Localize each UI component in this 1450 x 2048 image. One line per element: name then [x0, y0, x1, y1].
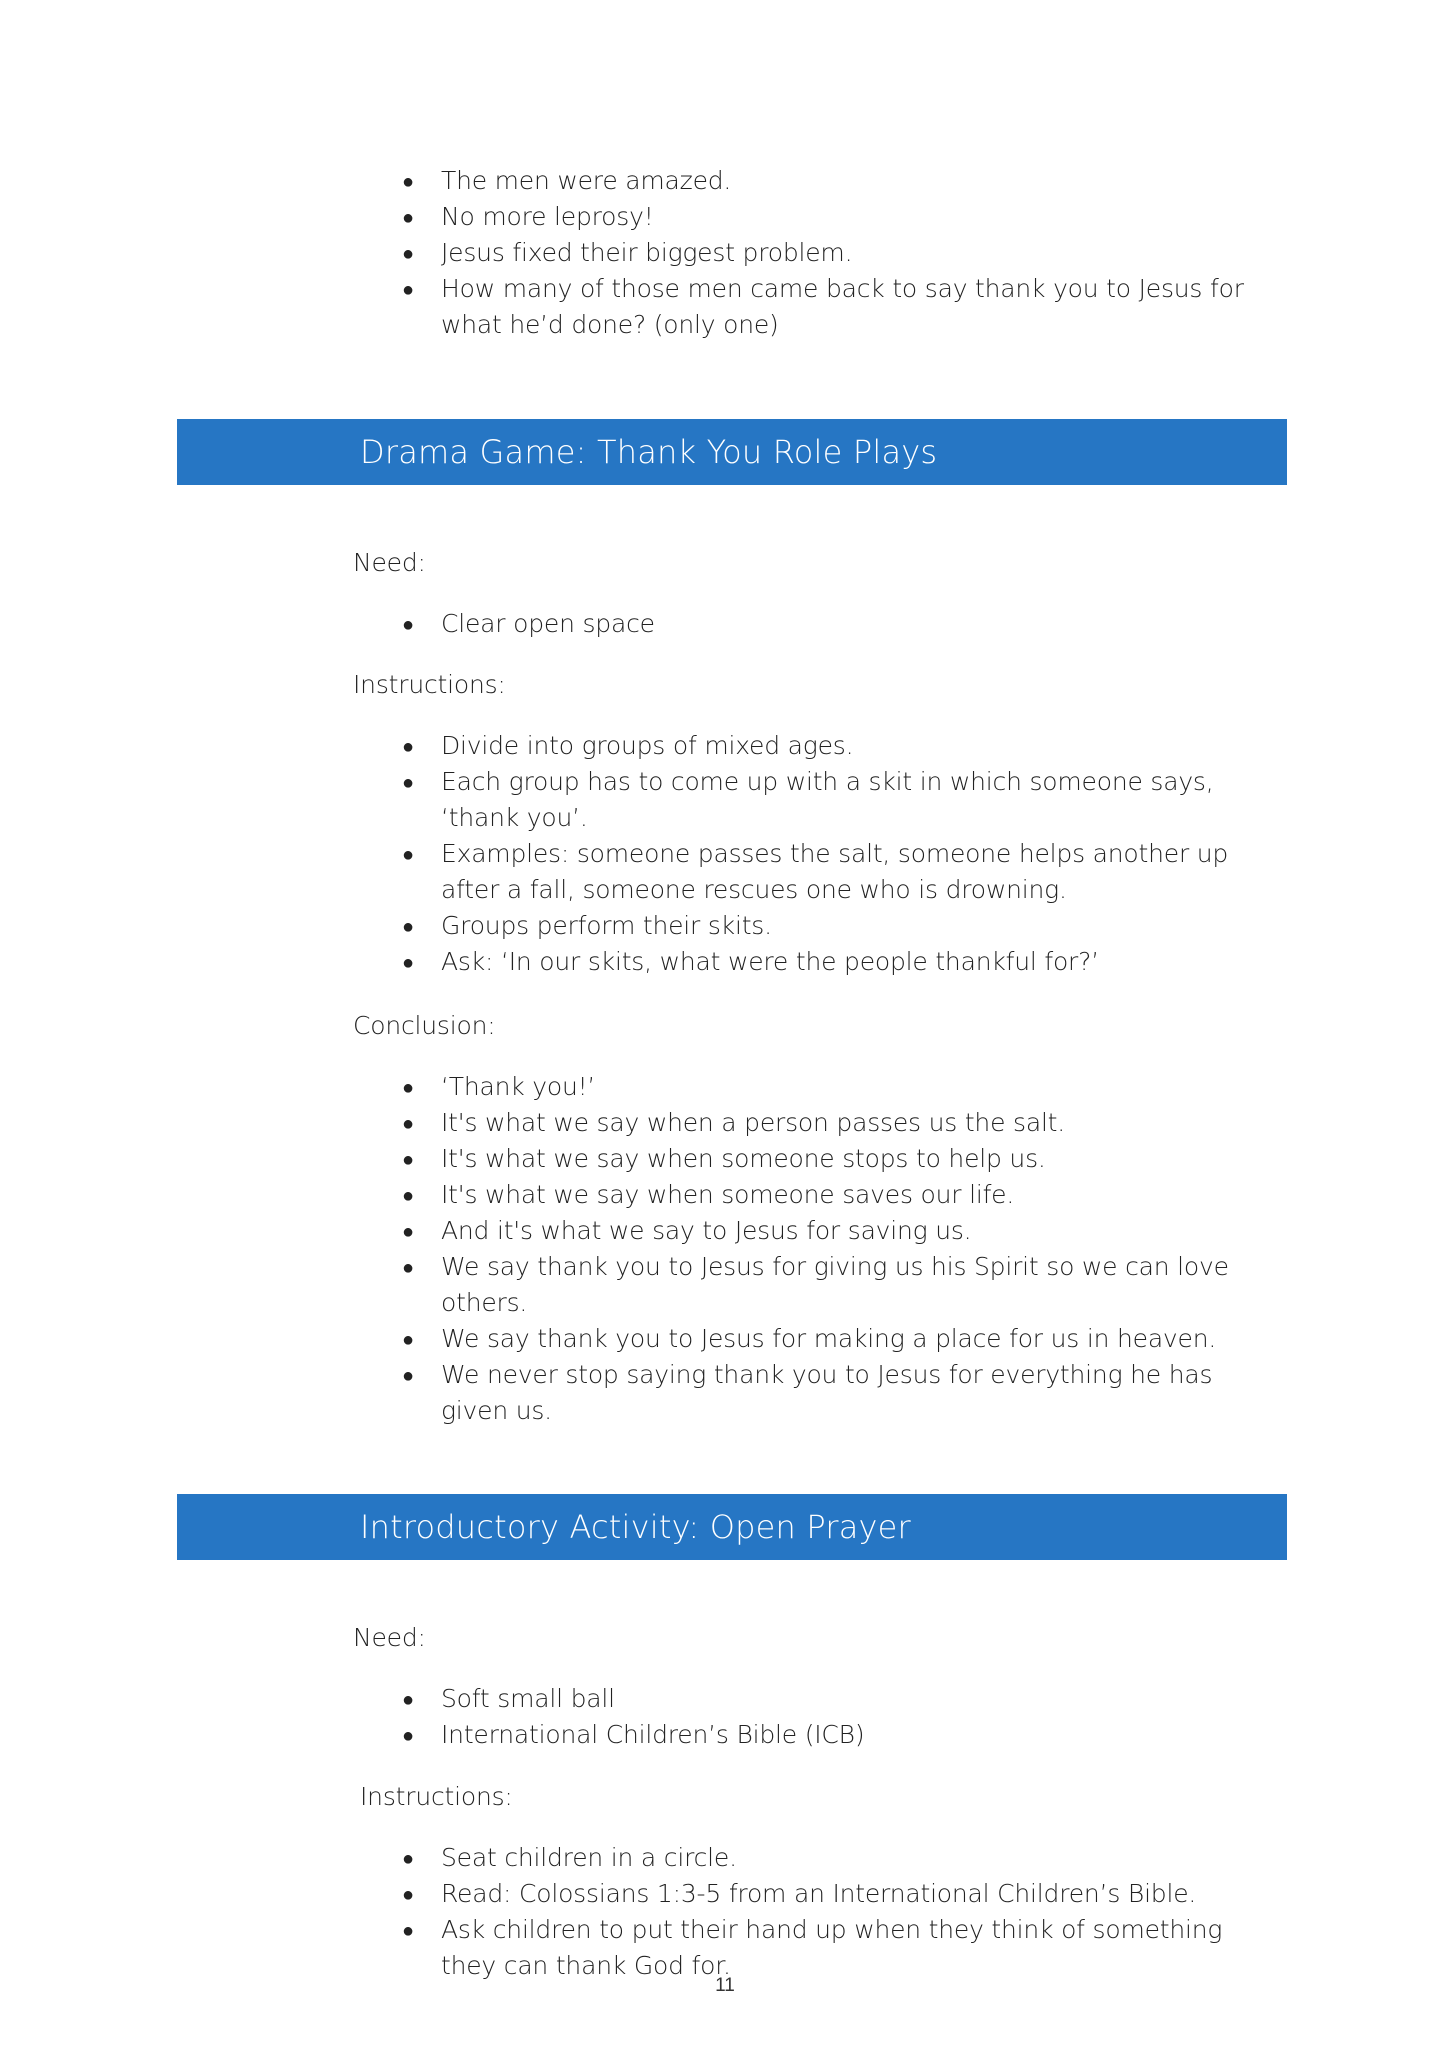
- bullet-icon: ●: [402, 241, 414, 265]
- list-item: ● Ask: ‘In our skits, what were the people thankful for?’: [395, 944, 1265, 980]
- bullet-icon: ●: [402, 1147, 414, 1171]
- list-item: ● It's what we say when someone saves our life.: [395, 1177, 1265, 1213]
- list-item: ● No more leprosy!: [395, 199, 1265, 235]
- section-header-intro-activity: [177, 1494, 1287, 1560]
- list-item: ● Divide into groups of mixed ages.: [395, 728, 1265, 764]
- bullet-icon: ●: [402, 169, 414, 193]
- list-item: ● International Children’s Bible (ICB): [395, 1717, 1265, 1753]
- list-item: ● Jesus fixed their biggest problem.: [395, 235, 1265, 271]
- bullet-icon: ●: [402, 914, 414, 938]
- bullet-icon: ●: [402, 1183, 414, 1207]
- list-item: ● Each group has to come up with a skit in which someone says, ‘thank you’.: [395, 764, 1265, 836]
- bullet-icon: ●: [402, 842, 414, 866]
- list-item: ● We never stop saying thank you to Jesus for everything he has given us.: [395, 1357, 1265, 1429]
- bullet-icon: ●: [402, 770, 414, 794]
- list-item: ● Groups perform their skits.: [395, 908, 1265, 944]
- section-title: Introductory Activity: Open Prayer: [360, 1508, 911, 1546]
- instructions-label: Instructions:: [360, 1782, 513, 1811]
- section-title: Drama Game: Thank You Role Plays: [360, 433, 938, 471]
- list-item: ● It's what we say when someone stops to help us.: [395, 1141, 1265, 1177]
- bullet-icon: ●: [402, 1111, 414, 1135]
- list-item: ● How many of those men came back to say thank you to Jesus for what he’d done? (only one): [395, 271, 1265, 343]
- list-item: ● It's what we say when a person passes us the salt.: [395, 1105, 1265, 1141]
- bullet-icon: ●: [402, 1255, 414, 1279]
- bullet-icon: ●: [402, 1723, 414, 1747]
- bullet-icon: ●: [402, 1219, 414, 1243]
- list-item: ● We say thank you to Jesus for making a place for us in heaven.: [395, 1321, 1265, 1357]
- bullet-icon: ●: [402, 277, 414, 301]
- list-item: ● The men were amazed.: [395, 163, 1265, 199]
- bullet-icon: ●: [402, 1687, 414, 1711]
- conclusion-list: [395, 1069, 1265, 1429]
- section-header-drama-game: [177, 419, 1287, 485]
- need-list: [395, 606, 1265, 642]
- list-item: ● ‘Thank you!’: [395, 1069, 1265, 1105]
- instructions-list: [395, 728, 1265, 980]
- need-list: [395, 1681, 1265, 1753]
- instructions-label: Instructions:: [353, 670, 506, 699]
- bullet-icon: ●: [402, 1327, 414, 1351]
- bullet-icon: ●: [402, 1918, 414, 1942]
- bullet-icon: ●: [402, 950, 414, 974]
- instructions-list: [395, 1840, 1265, 1984]
- need-label: Need:: [353, 548, 426, 577]
- intro-bullet-list: [395, 163, 1265, 343]
- list-item: ● And it's what we say to Jesus for saving us.: [395, 1213, 1265, 1249]
- bullet-icon: ●: [402, 1075, 414, 1099]
- list-item: ● Read: Colossians 1:3-5 from an International Children’s Bible.: [395, 1876, 1265, 1912]
- list-item: ● Seat children in a circle.: [395, 1840, 1265, 1876]
- bullet-icon: ●: [402, 205, 414, 229]
- need-label: Need:: [353, 1623, 426, 1652]
- list-item: ● Clear open space: [395, 606, 1265, 642]
- list-item: ● Ask children to put their hand up when they think of something they can thank God for.: [395, 1912, 1265, 1984]
- bullet-icon: ●: [402, 1363, 414, 1387]
- list-item: ● Examples: someone passes the salt, someone helps another up after a fall, someone rescues one who is drowning.: [395, 836, 1265, 908]
- list-item: ● Soft small ball: [395, 1681, 1265, 1717]
- page-number: 11: [715, 1975, 735, 1996]
- list-item: ● We say thank you to Jesus for giving us his Spirit so we can love others.: [395, 1249, 1265, 1321]
- bullet-icon: ●: [402, 1846, 414, 1870]
- bullet-icon: ●: [402, 734, 414, 758]
- conclusion-label: Conclusion:: [353, 1011, 496, 1040]
- bullet-icon: ●: [402, 1882, 414, 1906]
- bullet-icon: ●: [402, 612, 414, 636]
